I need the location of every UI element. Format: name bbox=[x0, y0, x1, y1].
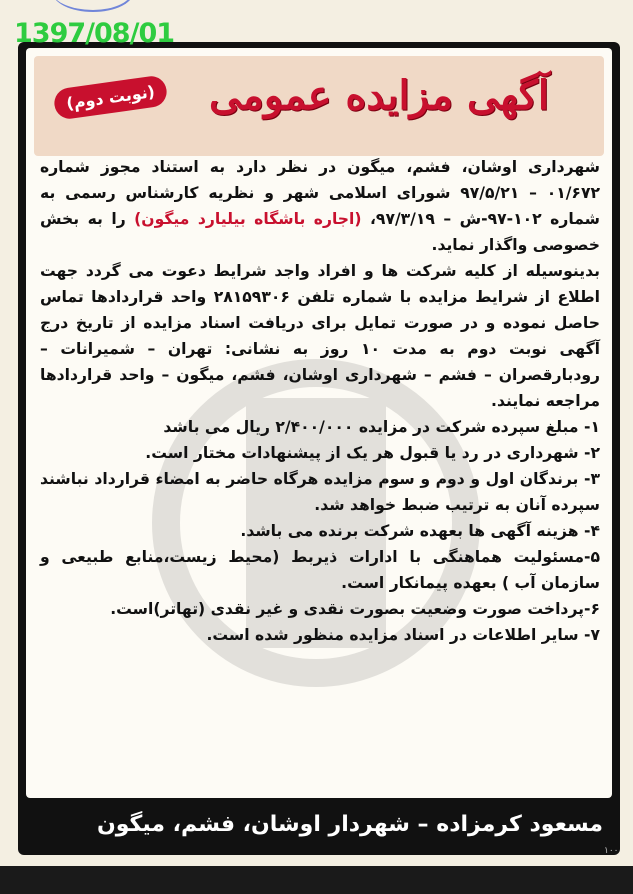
signature-line: مسعود کرمزاده – شهردار اوشان، فشم، میگون bbox=[96, 812, 603, 837]
list-item: ۴- هزینه آگهی ها بعهده شرکت برنده می باشد. bbox=[240, 522, 600, 540]
list-item: ۳- برندگان اول و دوم و سوم مزایده هرگاه حاضر به امضاء قرارداد نباشند سپرده آنان به ترتیب ضبط خواهد شد. bbox=[40, 470, 600, 514]
notice-body bbox=[40, 154, 600, 648]
page-title: آگهی مزایده عمومی bbox=[209, 72, 549, 119]
intro-paragraph bbox=[40, 154, 600, 258]
notice-panel bbox=[26, 48, 612, 798]
date-stamp: 1397/08/01 bbox=[14, 18, 175, 49]
round-badge: (نوبت دوم) bbox=[52, 74, 168, 120]
list-item: ۶-پرداخت صورت وضعیت بصورت نقدی و غیر نقدی (تهاتر)است. bbox=[110, 600, 600, 618]
bottom-strip bbox=[0, 866, 633, 894]
page-number: ۱۰۰ bbox=[604, 846, 619, 856]
list-item: ۵-مسئولیت هماهنگی با ادارات ذیربط (محیط زیست،منابع طبیعی و سازمان آب ) بعهده پیمانکار است. bbox=[40, 548, 600, 592]
title-box bbox=[34, 56, 604, 156]
stamp-arc bbox=[52, 0, 134, 12]
intro-highlight: (اجاره باشگاه بیلیارد میگون) bbox=[134, 210, 362, 228]
list-item: ۲- شهرداری در رد یا قبول هر یک از پیشنهادات مختار است. bbox=[145, 444, 600, 462]
invitation-paragraph: بدینوسیله از کلیه شرکت ها و افراد واجد شرایط دعوت می گردد جهت اطلاع از شرایط مزایده با شماره تلفن ۲۸۱۵۹۳۰۶ واحد قراردادها تماس حاصل نموده و در صورت تمایل برای دریافت اسناد مزایده از تاریخ درج آگهی نوبت دوم به مدت ۱۰ روز به نشانی: تهران – شمیرانات – رودبارقصران – فشم – شهرداری اوشان، فشم، میگون – واحد قراردادها مراجعه نمایند. bbox=[40, 262, 600, 410]
intro-text-1: شهرداری اوشان، فشم، میگون در نظر دارد به استناد مجوز شماره ۰۱/۶۷۲ – ۹۷/۵/۲۱ شورای اسلامی شهر و نظریه کارشناس رسمی به شماره ۱۰۲-۹۷-ش – ۹۷/۳/۱۹، bbox=[40, 158, 600, 228]
list-item: ۱- مبلغ سپرده شرکت در مزایده ۲/۴۰۰/۰۰۰ ریال می باشد bbox=[163, 418, 600, 436]
conditions-list bbox=[40, 414, 600, 648]
intro-text-2: را به بخش خصوصی واگذار نماید. bbox=[40, 210, 600, 254]
list-item: ۷- سایر اطلاعات در اسناد مزایده منظور شده است. bbox=[206, 626, 600, 644]
